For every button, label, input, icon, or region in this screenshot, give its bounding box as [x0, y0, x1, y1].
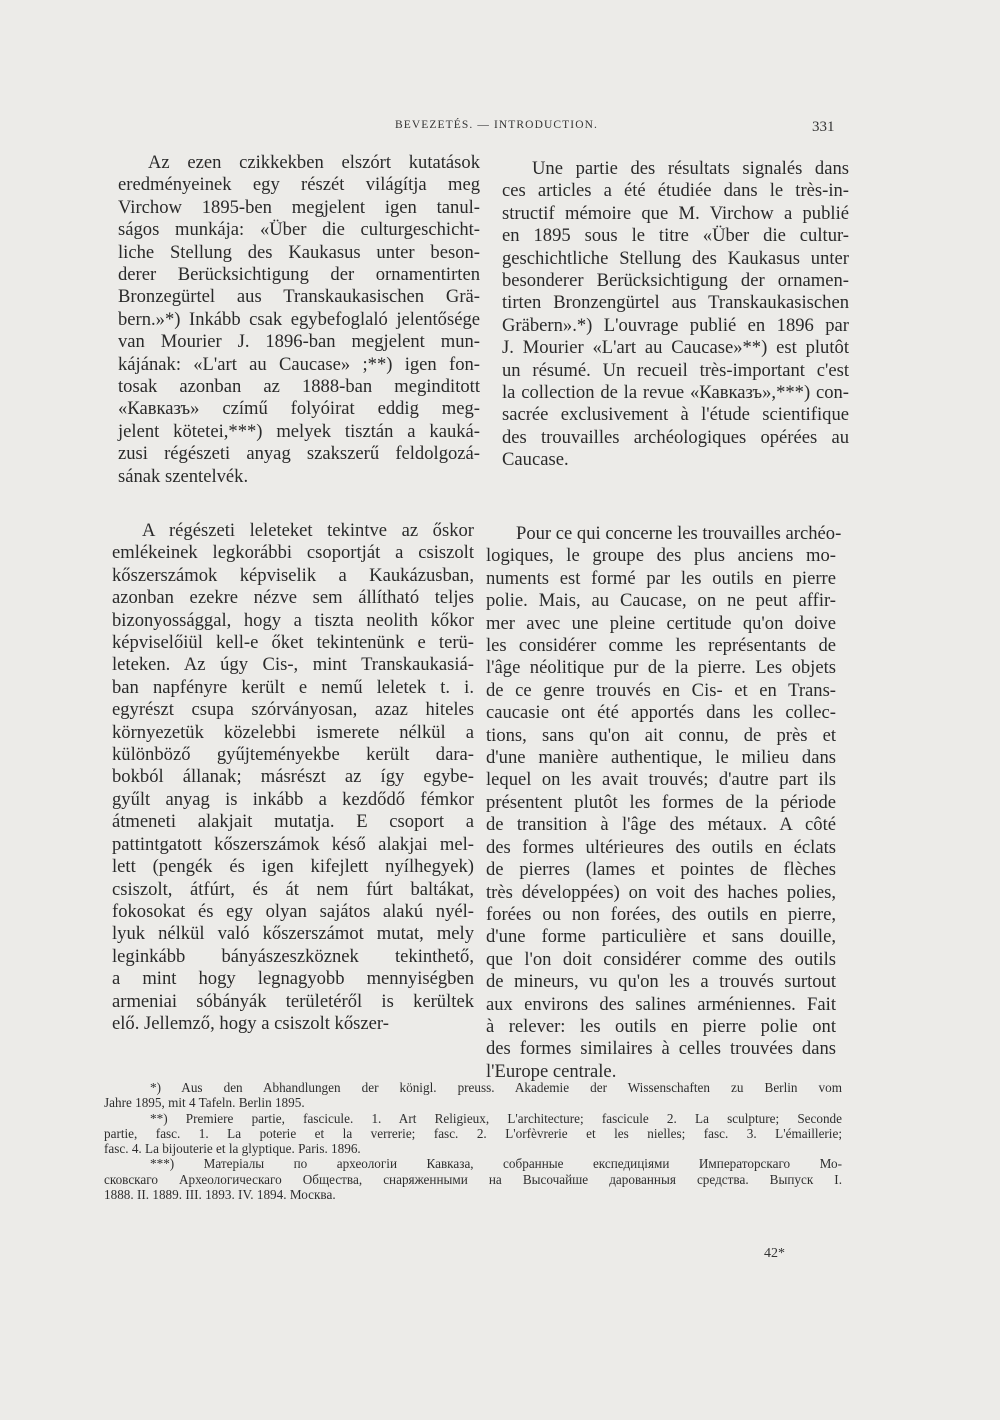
text-line: de mineurs, vu qu'on les a trouvés surtout	[486, 971, 836, 993]
text-line: la collection de la revue «Кавказъ»,***) con-	[502, 382, 849, 404]
text-line: des formes similaires à celles trouvées dans	[486, 1038, 836, 1060]
text-line: à relever: les outils en pierre polie ont	[486, 1015, 836, 1037]
text-line: Pour ce qui concerne les trouvailles archéo-	[516, 523, 842, 544]
text-line: Jahre 1895, mit 4 Tafeln. Berlin 1895.	[104, 1095, 305, 1111]
text-line: caucasie ont été apportés dans les collec-	[486, 702, 836, 724]
footnote-2	[104, 1111, 842, 1157]
text-line: van Mourier J. 1896-ban megjelent mun-	[118, 331, 480, 353]
text-line: lett (pengék és igen kifejlett nyílhegyek)	[112, 856, 474, 878]
text-line: Une partie des résultats signalés dans	[532, 158, 849, 179]
text-line: ságos munkája: «Über die culturgeschicht-	[118, 219, 480, 241]
text-line: très développées) on voit des haches polies,	[486, 881, 836, 903]
text-line: fasc. 4. La bijouterie et la glyptique. Paris. 1896.	[104, 1141, 361, 1157]
text-line: fokosokat és egy olyan sajátos alakú nyél-	[112, 900, 474, 922]
footnote-1	[104, 1080, 842, 1111]
text-line: azonban ezekre nézve sem állítható teljes	[112, 587, 474, 609]
text-line: lyuk nélkül való kőszerszámot mutat, mely	[112, 923, 474, 945]
text-line: armeniai sóbányák területéről is kerültek	[112, 990, 474, 1012]
text-line: de pierres (lames et pointes de flèches	[486, 859, 836, 881]
text-line: kőszerszámok képviselik a Kaukázusban,	[112, 564, 474, 586]
text-line: derer Berücksichtigung der ornamentirten	[118, 264, 480, 286]
text-line: présentent plutôt les formes de la période	[486, 791, 836, 813]
text-line: l'âge néolitique pur de la pierre. Les objets	[486, 657, 836, 679]
text-line: leginkább bányászeszköznek tekinthető,	[112, 945, 474, 967]
text-line: *) Aus den Abhandlungen der königl. preuss. Akademie der Wissenschaften zu Berlin vom	[150, 1080, 842, 1095]
text-line: zusi régészeti anyag szakszerű feldolgozá-	[118, 443, 480, 465]
text-line: les considérer comme les représentants de	[486, 635, 836, 657]
text-line: jelent kötetei,***) melyek tisztán a kauká-	[118, 420, 480, 442]
text-line: Gräbern».*) L'ouvrage publié en 1896 par	[502, 314, 849, 336]
text-line: partie, fasc. 1. La poterie et la verrerie; fasc. 2. L'orfèvrerie et les nielles; fasc. 3. L'émaillerie;	[104, 1125, 842, 1141]
text-line: aux environs des salines arméniennes. Fait	[486, 993, 836, 1015]
text-line: tosak azonban az 1888-ban meginditott	[118, 376, 480, 398]
text-line: környezetük közelebbi ismerete nélkül a	[112, 721, 474, 743]
french-paragraph-1	[502, 158, 849, 472]
text-line: 1888. II. 1889. III. 1893. IV. 1894. Москва.	[104, 1187, 336, 1203]
text-line: sának szentelvék.	[118, 465, 249, 487]
text-line: tions, sans qu'on ait connu, de près et	[486, 724, 836, 746]
text-line: bokból állanak; másrészt az így egybe-	[112, 766, 474, 788]
text-line: de ce genre trouvés en Cis- et en Trans-	[486, 679, 836, 701]
text-line: un résumé. Un recueil très-important c'est	[502, 359, 849, 381]
text-line: képviselőiül kell-e őket tekintenünk e terü-	[112, 632, 474, 654]
text-line: ban napfényre került e nemű leletek t. i.	[112, 676, 474, 698]
french-paragraph-2	[486, 523, 842, 1083]
text-line: logiques, le groupe des plus anciens mo-	[486, 545, 836, 567]
text-line: geschichtliche Stellung des Kaukasus unter	[502, 247, 849, 269]
text-line: elő. Jellemző, hogy a csiszolt kőszer-	[112, 1012, 389, 1034]
text-line: a mint hogy legnagyobb mennyiségben	[112, 968, 474, 990]
text-line: átmeneti alakjait mutatja. E csoport a	[112, 811, 474, 833]
text-line: Caucase.	[502, 449, 569, 471]
text-line: forées ou non forées, des outils en pierre,	[486, 903, 836, 925]
text-line: sacrée exclusivement à l'étude scientifique	[502, 404, 849, 426]
text-line: csiszolt, átfúrt, és át nem fúrt baltákat,	[112, 878, 474, 900]
text-line: eredményeinek egy részét világítja meg	[118, 174, 480, 196]
text-line: pattintgatott kőszerszámok késő alakjai mel-	[112, 833, 474, 855]
text-line: kájának: «L'art au Caucase» ;**) igen fon-	[118, 353, 480, 375]
text-line: «Кавказъ» czímű folyóirat eddig meg-	[118, 398, 480, 420]
text-line: des trouvailles archéologiques opérées au	[502, 426, 849, 448]
text-line: сковскаго Археологическаго Общества, снаряженными на Высочайше дарованныя средства. Выпуск I.	[104, 1171, 842, 1187]
text-line: ces articles a été étudiée dans le très-in-	[502, 180, 849, 202]
footnotes	[104, 1080, 842, 1202]
text-line: liche Stellung des Kaukasus unter beson-	[118, 241, 480, 263]
text-line: d'une manière authentique, le milieu dans	[486, 747, 836, 769]
hungarian-paragraph-1	[118, 152, 480, 488]
hungarian-paragraph-2	[112, 520, 474, 1035]
text-line: bizonyossággal, hogy a tiszta neolith kőkor	[112, 609, 474, 631]
text-line: structif mémoire que M. Virchow a publié	[502, 202, 849, 224]
text-line: l'Europe centrale.	[486, 1060, 617, 1082]
text-line: besonderer Berücksichtigung der ornamen-	[502, 270, 849, 292]
text-line: emlékeinek legkorábbi csoportját a csiszolt	[112, 542, 474, 564]
text-line: J. Mourier «L'art au Caucase»**) est plutôt	[502, 337, 849, 359]
text-line: mer avec une pleine certitude qu'on doive	[486, 612, 836, 634]
text-line: des formes ultérieures des outils en éclats	[486, 836, 836, 858]
text-line: tirten Bronzengürtel aus Transkaukasischen	[502, 292, 849, 314]
text-line: d'une forme particulière et sans douille,	[486, 926, 836, 948]
text-line: numents est formé par les outils en pierre	[486, 567, 836, 589]
running-head: BEVEZETÉS. — INTRODUCTION.	[395, 119, 598, 131]
text-line: ***) Матеріалы по археологіи Кавказа, собранные експедиціями Императорскаго Мо-	[150, 1156, 842, 1172]
text-line: lequel on les avait trouvés; d'autre part ils	[486, 769, 836, 791]
text-line: que l'on doit considérer comme des outils	[486, 948, 836, 970]
text-line: en 1895 sous le titre «Über die cultur-	[502, 225, 849, 247]
text-line: gyűlt anyag is inkább a kezdődő fémkor	[112, 788, 474, 810]
text-line: bern.»*) Inkább csak egybefoglaló jelentősége	[118, 308, 480, 330]
text-line: egyrészt csupa szórványosan, azaz hiteles	[112, 699, 474, 721]
footnote-3	[104, 1156, 842, 1202]
text-line: Az ezen czikkekben elszórt kutatások	[148, 152, 480, 173]
signature-mark: 42*	[764, 1246, 785, 1261]
text-line: leteken. Az úgy Cis-, mint Transkaukasiá-	[112, 654, 474, 676]
text-line: Virchow 1895-ben megjelent igen tanul-	[118, 196, 480, 218]
page-number: 331	[812, 119, 835, 135]
text-line: Bronzegürtel aus Transkaukasischen Grä-	[118, 286, 480, 308]
text-line: A régészeti leleteket tekintve az őskor	[142, 520, 474, 541]
text-line: de transition à l'âge des métaux. A côté	[486, 814, 836, 836]
text-line: különböző gyűjteményekbe került dara-	[112, 744, 474, 766]
text-line: **) Premiere partie, fascicule. 1. Art Religieux, L'architecture; fascicule 2. La sculpture; Seconde	[150, 1110, 842, 1126]
text-line: polie. Mais, au Caucase, on ne peut affir-	[486, 590, 836, 612]
